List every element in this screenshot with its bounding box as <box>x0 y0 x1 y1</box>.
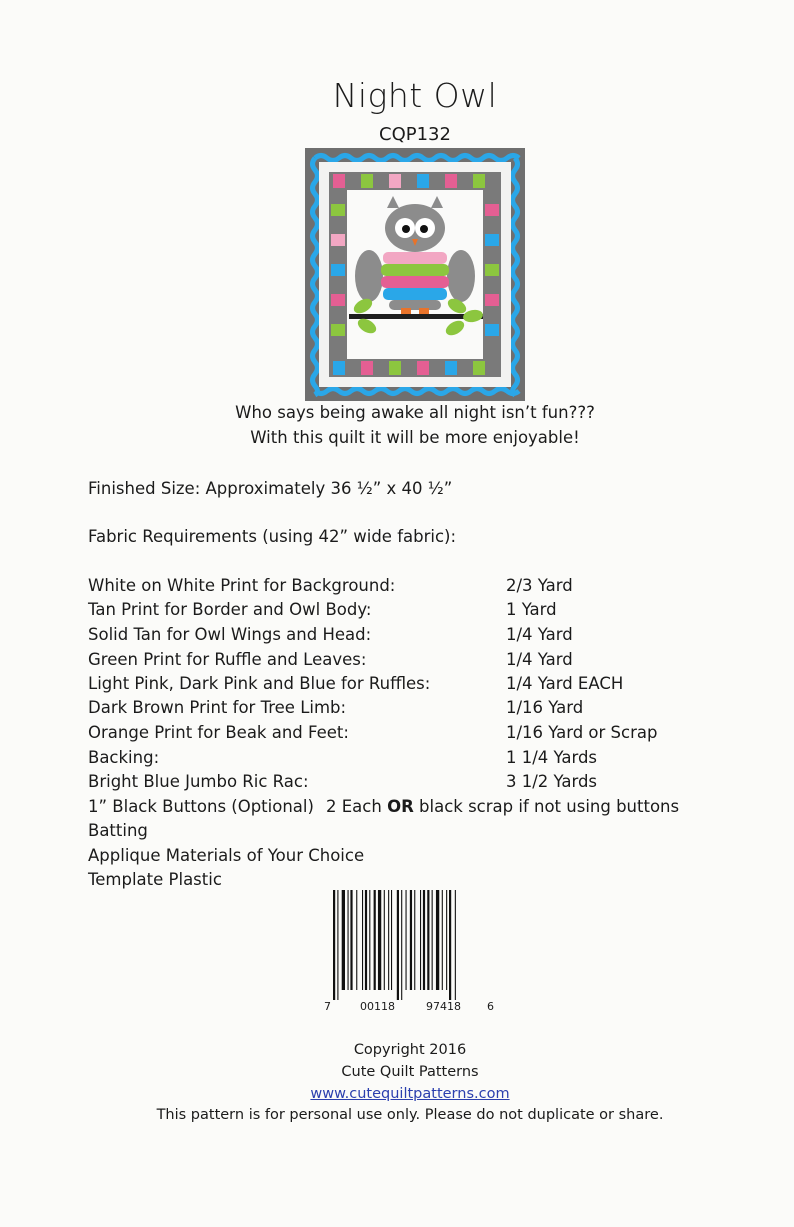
barcode-bar <box>449 890 451 1000</box>
website-link-row <box>0 1086 794 1102</box>
requirement-label: Tan Print for Border and Owl Body: <box>88 600 372 619</box>
barcode-bar <box>378 890 381 990</box>
requirement-label: Bright Blue Jumbo Ric Rac: <box>88 772 309 791</box>
copyright: Copyright 2016 <box>353 1042 467 1058</box>
barcode-bar <box>432 890 433 990</box>
requirement-qty: 1/16 Yard or Scrap <box>506 723 658 742</box>
barcode-bar <box>401 890 402 1000</box>
barcode-bar <box>374 890 376 990</box>
requirement-label: Backing: <box>88 748 160 767</box>
barcode-bar <box>342 890 345 990</box>
barcode-group-1: 00118 <box>360 1000 395 1013</box>
barcode-bar <box>455 890 456 1000</box>
requirement-qty: 2/3 Yard <box>506 576 573 595</box>
barcode-bar <box>436 890 439 990</box>
buttons-label: 1” Black Buttons (Optional) <box>88 797 314 816</box>
requirement-label: Dark Brown Print for Tree Limb: <box>88 698 347 717</box>
requirement-label: Solid Tan for Owl Wings and Head: <box>88 625 372 644</box>
barcode-bar <box>369 890 370 990</box>
usage-notice: This pattern is for personal use only. Please do not duplicate or share. <box>156 1107 664 1123</box>
finished-size: Finished Size: Approximately 36 ½” x 40 ½” <box>88 479 453 498</box>
extra-item: Batting <box>88 821 148 840</box>
quilt-image <box>305 148 525 401</box>
barcode-bar <box>406 890 407 990</box>
buttons-qty-suffix: black scrap if not using buttons <box>413 797 680 816</box>
barcode-bar <box>427 890 429 990</box>
barcode-bar <box>384 890 385 990</box>
barcode-bar <box>333 890 335 1000</box>
requirement-qty: 1/4 Yard <box>506 650 573 669</box>
barcode-bar <box>446 890 447 990</box>
requirement-qty: 1 Yard <box>506 600 557 619</box>
barcode-bar <box>350 890 352 990</box>
tagline-line-2: With this quilt it will be more enjoyable! <box>250 428 580 447</box>
buttons-qty <box>326 797 679 816</box>
requirement-qty: 1/4 Yard <box>506 625 573 644</box>
requirement-label: White on White Print for Background: <box>88 576 396 595</box>
barcode-bar <box>337 890 338 1000</box>
barcode-bar <box>365 890 367 990</box>
requirement-label: Green Print for Ruffle and Leaves: <box>88 650 367 669</box>
requirement-qty: 1/4 Yard EACH <box>506 674 624 693</box>
extra-item: Template Plastic <box>88 870 222 889</box>
extra-item: Applique Materials of Your Choice <box>88 846 365 865</box>
requirement-qty: 1 1/4 Yards <box>506 748 598 767</box>
buttons-qty-or: OR <box>387 797 414 816</box>
barcode-bar <box>414 890 415 990</box>
requirement-label: Orange Print for Beak and Feet: <box>88 723 349 742</box>
barcode-bar <box>420 890 421 990</box>
company-name: Cute Quilt Patterns <box>341 1064 479 1080</box>
barcode <box>324 890 494 1013</box>
barcode-bar <box>442 890 443 990</box>
barcode-bar <box>348 890 349 990</box>
barcode-bar <box>423 890 425 990</box>
barcode-bar <box>410 890 412 990</box>
barcode-bar <box>356 890 357 990</box>
barcode-bar <box>388 890 389 990</box>
website-link[interactable]: www.cutequiltpatterns.com <box>310 1086 510 1102</box>
barcode-bar <box>397 890 399 1000</box>
pattern-title: Night Owl <box>332 76 498 115</box>
buttons-qty-prefix: 2 Each <box>326 797 388 816</box>
barcode-check-digit: 6 <box>487 1000 494 1013</box>
requirement-qty: 3 1/2 Yards <box>506 772 598 791</box>
barcode-bars <box>333 890 493 1000</box>
tagline-line-1: Who says being awake all night isn’t fun??? <box>235 403 595 422</box>
barcode-bar <box>362 890 363 990</box>
requirement-label: Light Pink, Dark Pink and Blue for Ruffles: <box>88 674 431 693</box>
requirement-qty: 1/16 Yard <box>506 698 584 717</box>
pattern-code: CQP132 <box>379 124 451 145</box>
fabric-heading: Fabric Requirements (using 42” wide fabric): <box>88 527 457 546</box>
barcode-bar <box>391 890 392 990</box>
barcode-first-digit: 7 <box>324 1000 331 1013</box>
barcode-group-2: 97418 <box>426 1000 461 1013</box>
